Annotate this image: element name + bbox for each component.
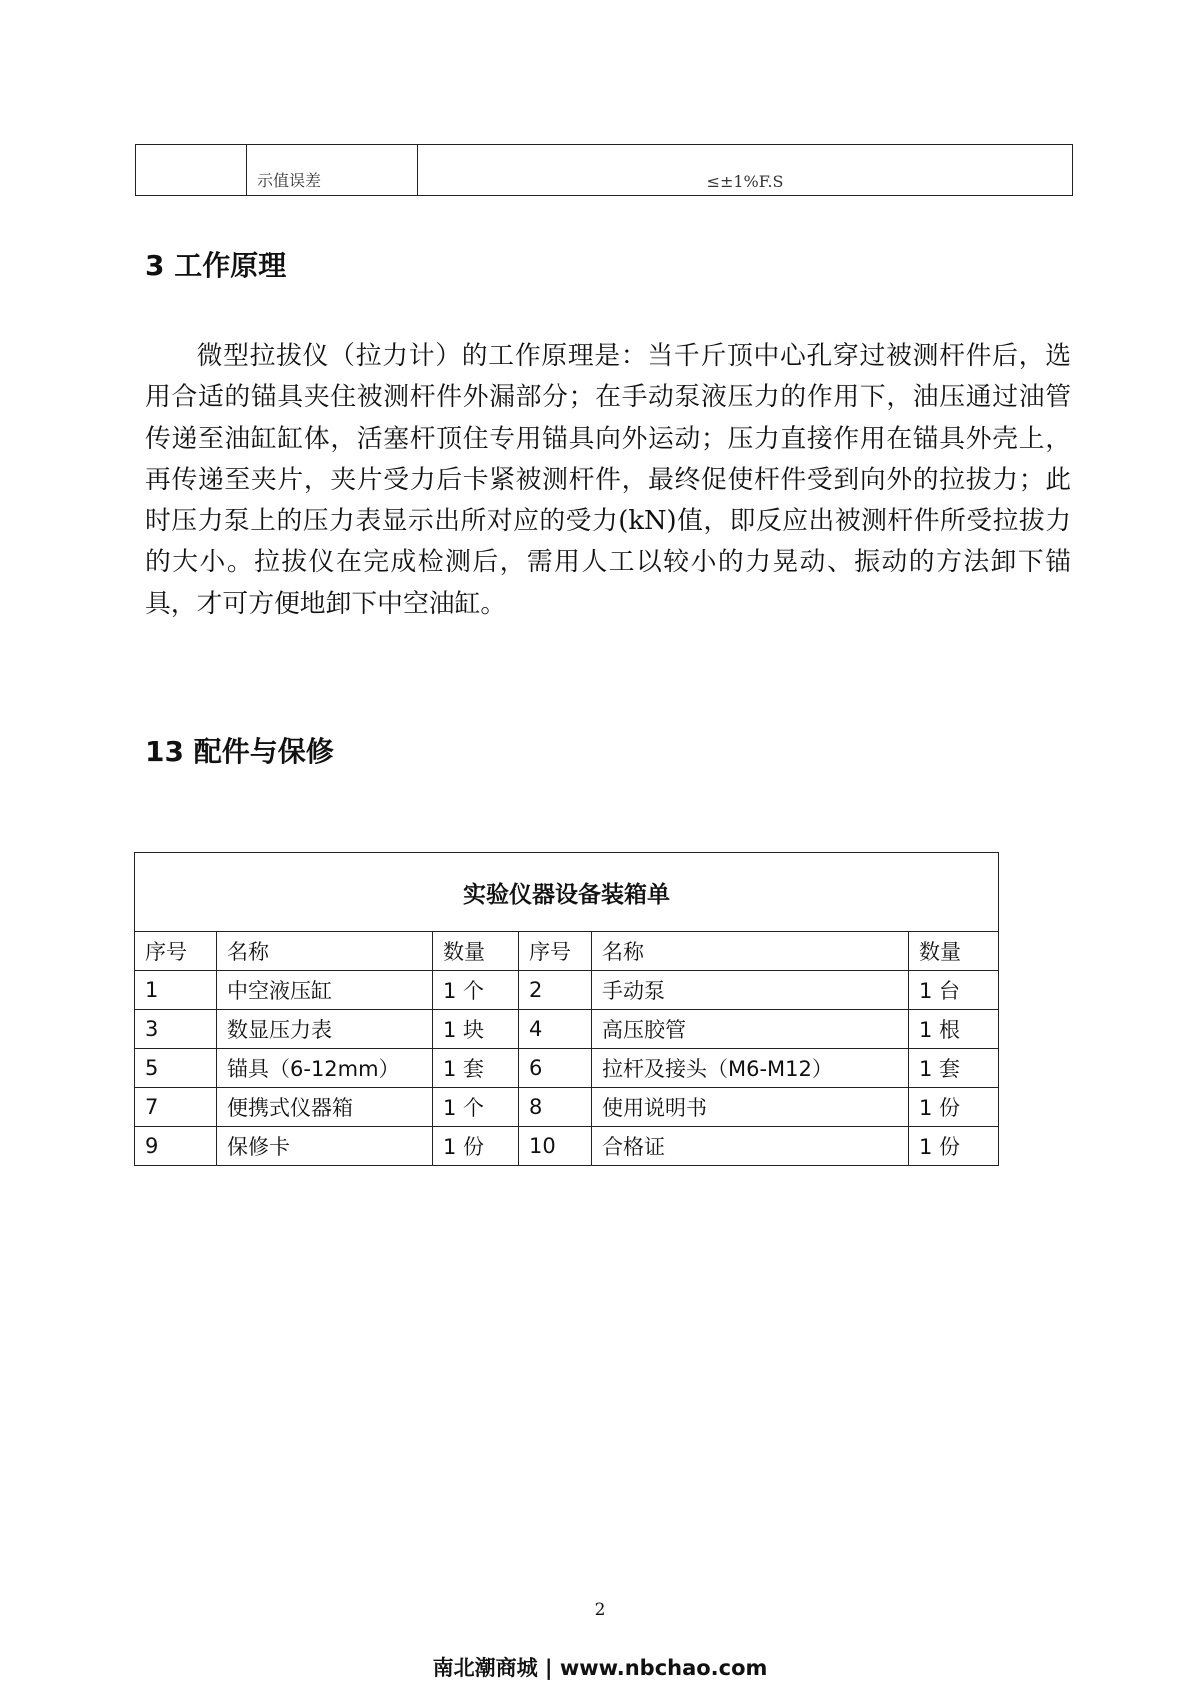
column-header: 数量 [433,932,519,971]
spec-blank-cell [136,145,247,196]
table-row [135,1088,999,1127]
table-row [135,1010,999,1049]
table-cell: 锚具（6-12mm） [217,1049,433,1088]
table-title-row [135,853,999,932]
column-header: 序号 [135,932,217,971]
table-cell: 3 [135,1010,217,1049]
table-cell: 1 个 [433,1088,519,1127]
table-cell: 1 个 [433,971,519,1010]
table-row [135,1049,999,1088]
spec-label-cell: 示值误差 [247,145,418,196]
table-cell: 1 块 [433,1010,519,1049]
column-header: 序号 [519,932,592,971]
table-cell: 8 [519,1088,592,1127]
spec-value-cell: ≤±1%F.S [418,145,1073,196]
section-heading-working-principle: 3 工作原理 [145,249,287,282]
table-cell: 1 套 [433,1049,519,1088]
table-cell: 9 [135,1127,217,1166]
table-cell: 拉杆及接头（M6-M12） [592,1049,909,1088]
table-cell: 1 套 [909,1049,999,1088]
table-cell: 1 份 [433,1127,519,1166]
table-cell: 4 [519,1010,592,1049]
table-cell: 2 [519,971,592,1010]
column-header: 名称 [592,932,909,971]
table-cell: 1 份 [909,1127,999,1166]
table-cell: 5 [135,1049,217,1088]
column-header: 数量 [909,932,999,971]
table-row [135,971,999,1010]
footer-site-link[interactable]: 南北潮商城 | www.nbchao.com [432,1656,768,1680]
table-row [135,1127,999,1166]
table-cell: 手动泵 [592,971,909,1010]
packing-list-table [134,852,999,1166]
table-cell: 1 台 [909,971,999,1010]
table-cell: 7 [135,1088,217,1127]
packing-list-title: 实验仪器设备装箱单 [135,853,999,932]
working-principle-paragraph: 微型拉拔仪（拉力计）的工作原理是：当千斤顶中心孔穿过被测杆件后，选用合适的锚具夹住被测杆件外漏部分；在手动泵液压力的作用下，油压通过油管传递至油缸缸体，活塞杆顶住专用锚具向外运动；压力直接作用在锚具外壳上，再传递至夹片，夹片受力后卡紧被测杆件，最终促使杆件受到向外的拉拔力；此时压力泵上的压力表显示出所对应的受力(kN)值，即反应出被测杆件所受拉拔力的大小。拉拔仪在完成检测后，需用人工以较小的力晃动、振动的方法卸下锚具，才可方便地卸下中空油缸。 [145,341,1071,619]
table-cell: 高压胶管 [592,1010,909,1049]
table-cell: 使用说明书 [592,1088,909,1127]
table-header-row [135,932,999,971]
table-cell: 6 [519,1049,592,1088]
table-cell: 保修卡 [217,1127,433,1166]
page-number: 2 [594,1600,606,1620]
table-cell: 合格证 [592,1127,909,1166]
table-cell: 1 份 [909,1088,999,1127]
table-cell: 1 [135,971,217,1010]
table-cell: 1 根 [909,1010,999,1049]
table-cell: 便携式仪器箱 [217,1088,433,1127]
table-cell: 10 [519,1127,592,1166]
column-header: 名称 [217,932,433,971]
spec-table [135,144,1073,196]
table-cell: 数显压力表 [217,1010,433,1049]
section-heading-accessories-warranty: 13 配件与保修 [145,735,334,768]
table-cell: 中空液压缸 [217,971,433,1010]
table-row [136,145,1073,196]
